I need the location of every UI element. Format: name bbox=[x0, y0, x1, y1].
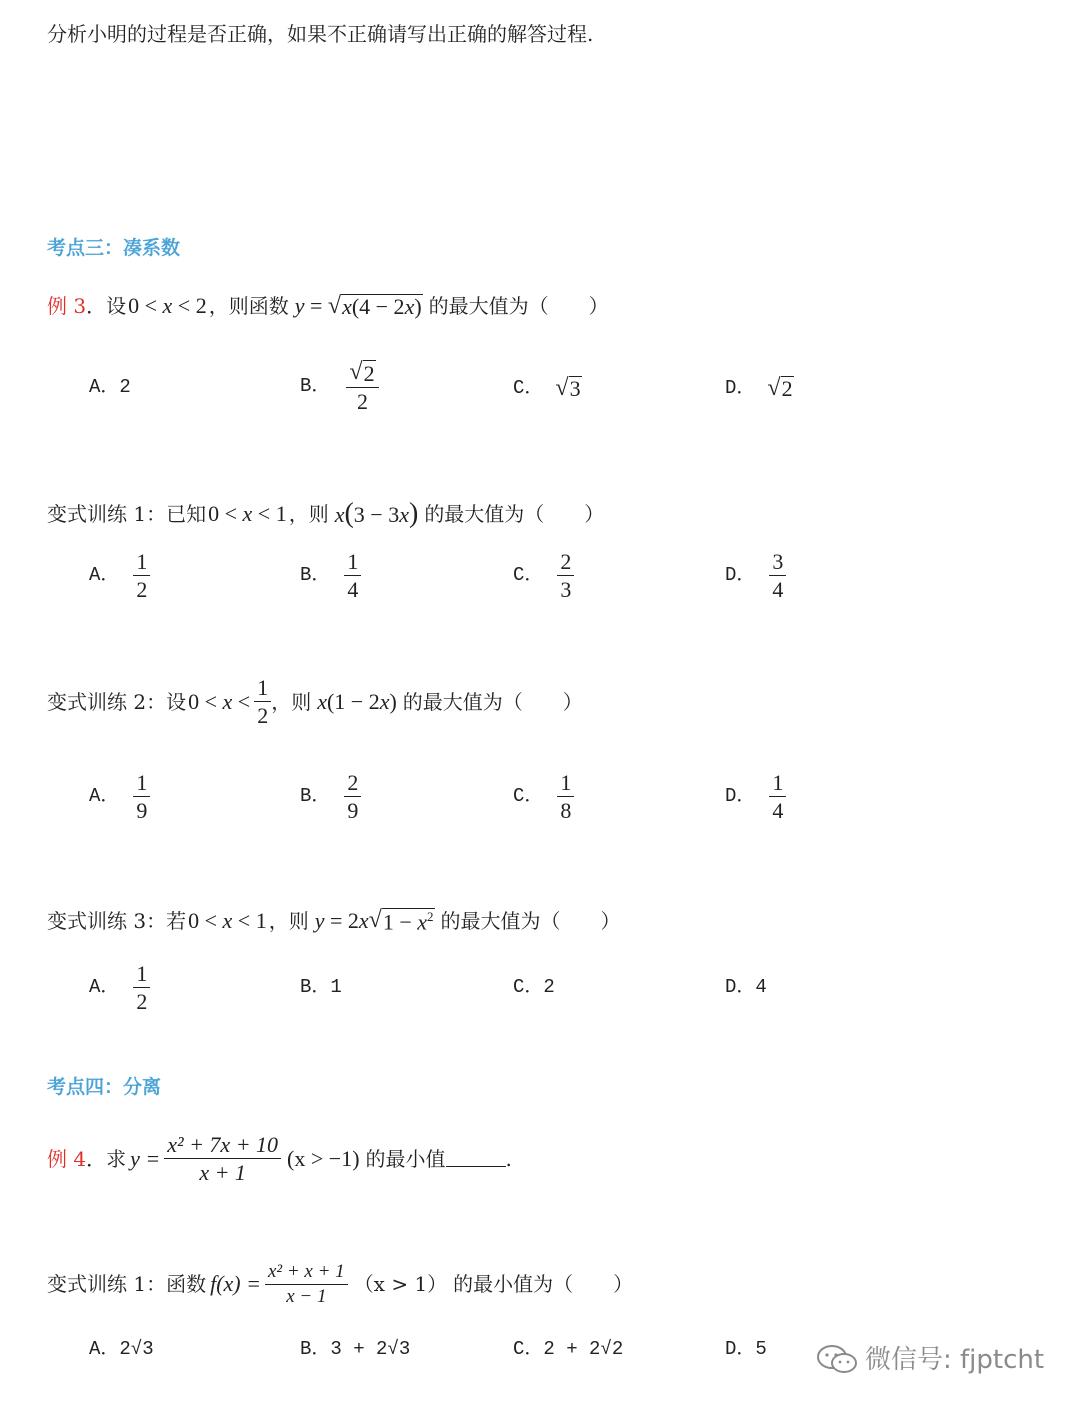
variant-2-mid: ，则 bbox=[271, 689, 312, 714]
variant-3-option-c: C．2 bbox=[513, 976, 555, 998]
variant-4-fraction: $\frac{\text{x² + x + 1}}{x - 1}$ bbox=[265, 1262, 348, 1307]
example-3-question bbox=[47, 294, 609, 318]
intro-text: 分析小明的过程是否正确，如果不正确请写出正确的解答过程. bbox=[47, 22, 594, 46]
example-4-question bbox=[47, 1133, 512, 1184]
variant-3-expression: y = 2 x √ $1 - x^2$ bbox=[314, 907, 434, 935]
example-3-text-a: ．设 bbox=[86, 294, 127, 318]
variant-2-option-b: B． $\frac{2}{9}$ bbox=[300, 771, 361, 822]
variant-1-option-c: C． $\frac{2}{3}$ bbox=[513, 550, 574, 601]
watermark-text: 微信号: fjptcht bbox=[865, 1345, 1045, 1375]
example-3-label: 例 3 bbox=[47, 294, 87, 318]
variant-4-condition: （x > 1） bbox=[353, 1272, 448, 1297]
variant-1-mid: ，则 bbox=[288, 502, 329, 526]
variant-4-option-d: D．5 bbox=[725, 1338, 767, 1360]
example-4-condition: (x > −1) bbox=[287, 1145, 360, 1171]
example-4-end: . bbox=[505, 1146, 512, 1171]
variant-3-question: 变式训练 3：若 0 < x < 1 ，则 y = 2 x √ $1 - x^2$ 的最大值为（ ） bbox=[47, 907, 621, 935]
variant-1-expression: x(3 − 3x) bbox=[334, 498, 419, 529]
variant-4-option-a: A．2√3 bbox=[89, 1338, 154, 1360]
variant-3-mid: ，则 bbox=[268, 908, 309, 933]
variant-4-option-c: C．2 + 2√2 bbox=[513, 1338, 624, 1360]
variant-3-option-d: D．4 bbox=[725, 976, 767, 998]
answer-blank[interactable] bbox=[446, 1150, 506, 1167]
variant-2-question: 变式训练 2：设 0 < x < $\frac{1}{2}$ ，则 x(1 − 2x) 的最大值为（ ） bbox=[47, 675, 583, 729]
variant-3-option-b: B．1 bbox=[300, 976, 342, 998]
variant-3-option-a: A． $\frac{1}{2}$ bbox=[89, 962, 150, 1013]
example-3-text-c: 的最大值为（ ） bbox=[428, 294, 609, 318]
example-3-option-b: B． √ 2 2 bbox=[300, 360, 379, 413]
section-heading-3: 考点三：凑系数 bbox=[47, 237, 181, 259]
watermark bbox=[815, 1343, 1044, 1377]
variant-2-label: 变式训练 2：设 bbox=[47, 689, 187, 714]
variant-2-option-c: C． $\frac{1}{8}$ bbox=[513, 771, 574, 822]
variant-4-fx: f(x) = bbox=[210, 1271, 261, 1297]
example-4-text-a: ．求 bbox=[86, 1146, 127, 1171]
example-3-option-c: C． √ 3 bbox=[513, 375, 581, 401]
variant-2-tail: 的最大值为（ ） bbox=[402, 689, 583, 714]
example-4-label: 例 4 bbox=[47, 1146, 87, 1171]
variant-1-option-d: D． $\frac{3}{4}$ bbox=[725, 550, 786, 601]
example-3-text-b: ，则函数 bbox=[208, 294, 289, 318]
variant-1-tail: 的最大值为（ ） bbox=[424, 502, 605, 526]
example-4-y: y = bbox=[130, 1145, 161, 1171]
variant-4-label: 变式训练 1：函数 bbox=[47, 1272, 207, 1297]
example-3-inequality: 0 < x < 2 bbox=[128, 293, 207, 318]
wechat-icon bbox=[815, 1343, 859, 1377]
variant-3-tail: 的最大值为（ ） bbox=[440, 908, 621, 933]
variant-3-label: 变式训练 3：若 bbox=[47, 908, 187, 933]
example-3-option-a: A．2 bbox=[89, 376, 131, 398]
section-heading-4: 考点四：分离 bbox=[47, 1076, 162, 1098]
variant-4-tail: 的最小值为（ ） bbox=[453, 1272, 634, 1297]
variant-1-label: 变式训练 1：已知 bbox=[47, 502, 207, 526]
variant-2-option-a: A． $\frac{1}{9}$ bbox=[89, 771, 150, 822]
example-3-function: y = √ x(4 − 2x) bbox=[294, 293, 422, 319]
variant-1-question: 变式训练 1：已知 0 < x < 1 ，则 x(3 − 3x) 的最大值为（ ） bbox=[47, 498, 605, 529]
variant-1-option-a: A． $\frac{1}{2}$ bbox=[89, 550, 150, 601]
example-4-fraction: $\frac{\text{x² + 7x + 10}}{x + 1}$ bbox=[164, 1133, 281, 1184]
variant-4-option-b: B．3 + 2√3 bbox=[300, 1338, 411, 1360]
variant-2-expression: x(1 − 2x) bbox=[317, 688, 397, 714]
variant-4-question bbox=[47, 1262, 633, 1307]
variant-2-option-d: D． $\frac{1}{4}$ bbox=[725, 771, 786, 822]
example-4-tail: 的最小值 bbox=[365, 1146, 446, 1171]
example-3-option-d: D． √ 2 bbox=[725, 375, 793, 401]
variant-1-option-b: B． $\frac{1}{4}$ bbox=[300, 550, 361, 601]
